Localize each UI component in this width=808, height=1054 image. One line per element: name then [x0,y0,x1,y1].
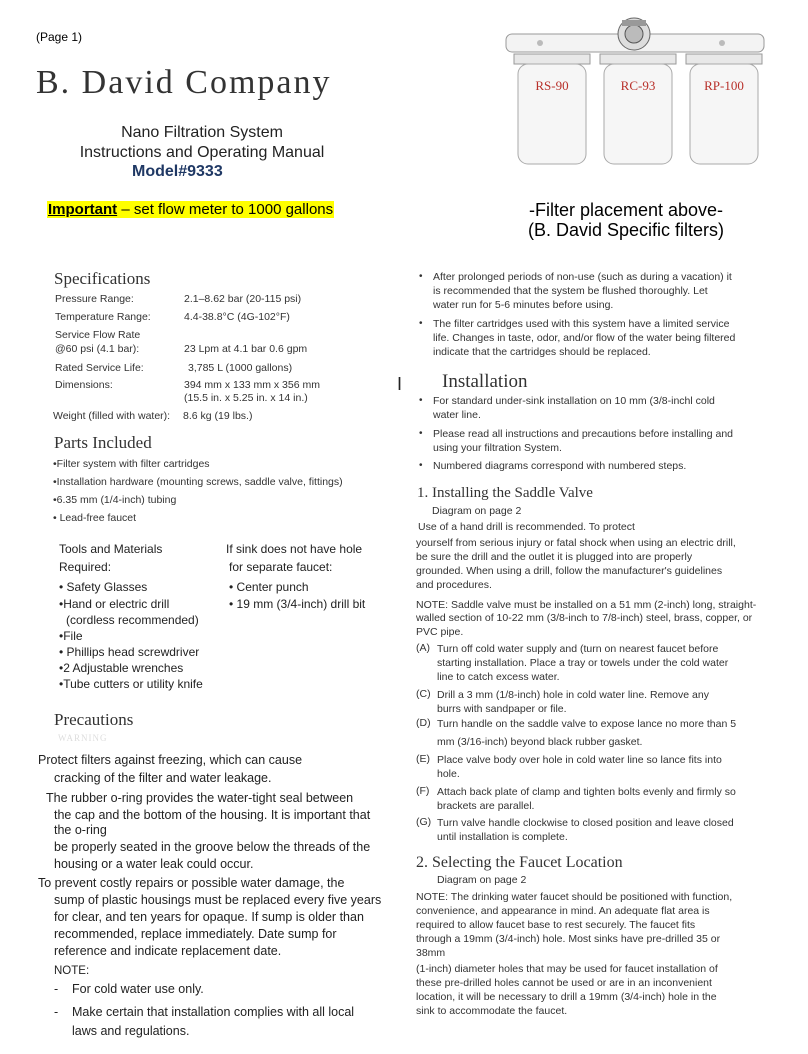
sink-item: • Center punch [229,580,309,594]
doc-title-line2: Instructions and Operating Manual [79,144,325,161]
step-label: (D) [416,717,431,729]
spec-label: Dimensions: [55,379,113,391]
faucet-line: through a 19mm (3/4-inch) hole. Most sinks have pre-drilled 35 or [416,933,721,945]
installation-heading: Installation [442,371,528,392]
filter-system-image [500,16,770,166]
precaution-line: cracking of the filter and water leakage. [54,771,272,785]
tools-heading: Tools and Materials [59,542,163,556]
filter-label-3: RP-100 [704,78,744,93]
right-bullet-line: The filter cartridges used with this system have a limited service [433,318,730,330]
parts-item: •6.35 mm (1/4-inch) tubing [53,494,177,506]
saddle-heading: 1. Installing the Saddle Valve [417,485,593,501]
step-line: brackets are parallel. [437,800,535,812]
faucet-line: these pre-drilled holes cannot be used or are in an inconvenient [416,977,712,989]
important-label: Important [48,201,118,218]
company-name: B. David Company [36,64,332,101]
filter-label-1: RS-90 [535,78,569,93]
step-label: (G) [416,816,432,828]
step-label: (F) [416,785,430,797]
precautions-watermark: WARNING [58,733,108,743]
doc-title-line1: Nano Filtration System [121,124,283,141]
page-label: (Page 1) [36,30,83,44]
saddle-note-line: NOTE: Saddle valve must be installed on a 51 mm (2-inch) long, straight- [416,599,757,611]
bullet-dash: - [54,1005,59,1019]
precaution-line: housing or a water leak could occur. [54,857,254,871]
precaution-line: The rubber o-ring provides the water-tight seal between [46,791,354,805]
bullet-icon: • [419,460,423,471]
step-line: mm (3/16-inch) beyond black rubber gasket. [437,736,643,748]
parts-item: •Filter system with filter cartridges [53,458,210,470]
filter-caption-line1: -Filter placement above- [528,200,724,220]
precaution-line: recommended, replace immediately. Date sump for [54,927,337,941]
faucet-line: 38mm [416,947,446,959]
step-line: until installation is complete. [437,831,568,843]
sink-item: • 19 mm (3/4-inch) drill bit [229,597,366,611]
bullet-dash: - [54,982,59,996]
spec-value: 3,785 L (1000 gallons) [188,362,293,374]
installation-number: I [397,374,403,394]
precaution-line: Make certain that installation complies with all local [72,1005,355,1019]
spec-value: (15.5 in. x 5.25 in. x 14 in.) [184,392,308,404]
spec-value: 2.1–8.62 bar (20-115 psi) [184,293,302,305]
important-text: – set flow meter to 1000 gallons [117,201,334,218]
tools-item: •File [59,629,83,643]
tools-item: • Phillips head screwdriver [59,645,200,659]
bullet-icon: • [419,271,423,282]
saddle-note-line: walled section of 10-22 mm (3/8-inch to 7/8-inch) steel, brass, copper, or [416,612,753,624]
faucet-line: (1-inch) diameter holes that may be used for faucet installation of [416,963,718,975]
precaution-line: the o-ring [54,823,107,837]
step-line: Drill a 3 mm (1/8-inch) hole in cold water line. Remove any [437,689,709,701]
step-line: Turn handle on the saddle valve to expose lance no more than 5 [437,718,737,730]
faucet-line: convenience, and appearance in mind. An adequate flat area is [416,905,710,917]
right-bullet-line: water run for 5-6 minutes before using. [433,299,614,311]
spec-label: @60 psi (4.1 bar): [55,343,140,355]
install-bullet-line: Numbered diagrams correspond with numbered steps. [433,460,687,472]
right-bullet-line: life. Changes in taste, odor, and/or flow of the water being filtered [433,332,736,344]
precaution-line: the cap and the bottom of the housing. It is important that [54,808,371,822]
tools-heading: Required: [59,560,112,574]
precaution-line: reference and indicate replacement date. [54,944,282,958]
valve-head [618,18,650,50]
bullet-icon: • [419,428,423,439]
right-bullet-line: is recommended that the system be flushed thoroughly. Let [433,285,708,297]
parts-item: • Lead-free faucet [53,512,137,524]
important-notice [47,201,334,218]
parts-heading: Parts Included [54,433,152,452]
step-label: (A) [416,642,430,654]
right-bullet-line: indicate that the cartridges should be replaced. [433,346,651,358]
specifications-heading: Specifications [54,269,151,288]
saddle-intro-line: Use of a hand drill is recommended. To protect [418,521,635,533]
precaution-line: for clear, and ten years for opaque. If sump is older than [54,910,364,924]
spec-value: 8.6 kg (19 lbs.) [183,410,253,422]
step-label: (C) [416,688,431,700]
tools-item: •Tube cutters or utility knife [59,677,203,691]
install-bullet-line: water line. [433,409,481,421]
step-label: (E) [416,753,430,765]
sink-heading: for separate faucet: [229,560,333,574]
step-line: line to catch excess water. [437,671,560,683]
faucet-line: sink to accommodate the faucet. [416,1005,568,1017]
tools-item: (cordless recommended) [66,613,199,627]
install-bullet-line: Please read all instructions and precautions before installing and [433,428,734,440]
precautions-heading: Precautions [54,710,134,729]
spec-label: Rated Service Life: [55,362,144,374]
tools-item: •Hand or electric drill [59,597,170,611]
install-bullet-line: using your filtration System. [433,442,562,454]
step-line: Turn off cold water supply and (turn on nearest faucet before [437,643,719,655]
precaution-line: To prevent costly repairs or possible water damage, the [38,876,345,890]
precaution-line: For cold water use only. [72,982,204,996]
step-line: starting installation. Place a tray or towels under the cold water [437,657,729,669]
spec-value: 23 Lpm at 4.1 bar 0.6 gpm [184,343,308,355]
step-line: Attach back plate of clamp and tighten bolts evenly and firmly so [437,786,736,798]
step-line: Place valve body over hole in cold water line so lance fits into [437,754,722,766]
filter-caption-line2: (B. David Specific filters) [527,220,725,240]
install-bullet-line: For standard under-sink installation on 10 mm (3/8-inchl cold [433,395,715,407]
spec-label: Service Flow Rate [55,329,141,341]
faucet-line: NOTE: The drinking water faucet should be positioned with function, [416,891,733,903]
faucet-heading: 2. Selecting the Faucet Location [416,854,623,871]
parts-item: •Installation hardware (mounting screws, saddle valve, fittings) [53,476,343,488]
faucet-line: location, it will be necessary to drill a 19mm (3/4-inch) hole in the [416,991,717,1003]
saddle-intro-line: grounded. When using a drill, follow the manufacturer's guidelines [416,565,723,577]
step-line: hole. [437,768,460,780]
faucet-diagram-ref: Diagram on page 2 [437,874,527,886]
tools-item: •2 Adjustable wrenches [59,661,184,675]
spec-value: 4.4-38.8°C (4G-102°F) [184,311,290,323]
spec-label: Pressure Range: [55,293,134,305]
faucet-line: required to allow faucet base to rest securely. The faucet fits [416,919,696,931]
sink-heading: If sink does not have hole [226,542,363,556]
precaution-note: NOTE: [54,965,90,977]
right-bullet-line: After prolonged periods of non-use (such as during a vacation) it [433,271,732,283]
precaution-line: Protect filters against freezing, which can cause [38,753,303,767]
model-number: Model#9333 [132,163,223,180]
saddle-intro-line: yourself from serious injury or fatal shock when using an electric drill, [416,537,736,549]
spec-label: Temperature Range: [55,311,151,323]
saddle-intro-line: and procedures. [416,579,492,591]
step-line: burrs with sandpaper or file. [437,703,567,715]
precaution-line: sump of plastic housings must be replaced every five years [54,893,382,907]
precaution-line: be properly seated in the groove below the threads of the [54,840,371,854]
saddle-intro-line: be sure the drill and the outlet it is plugged into are properly [416,551,693,563]
saddle-note-line: PVC pipe. [416,626,464,638]
saddle-diagram-ref: Diagram on page 2 [432,505,522,517]
tools-item: • Safety Glasses [59,580,148,594]
spec-value: 394 mm x 133 mm x 356 mm [184,379,320,391]
step-line: Turn valve handle clockwise to closed position and leave closed [437,817,734,829]
spec-label: Weight (filled with water): [53,410,171,422]
bullet-icon: • [419,318,423,329]
bullet-icon: • [419,395,423,406]
filter-label-2: RC-93 [620,78,656,93]
precaution-line: laws and regulations. [72,1024,190,1038]
